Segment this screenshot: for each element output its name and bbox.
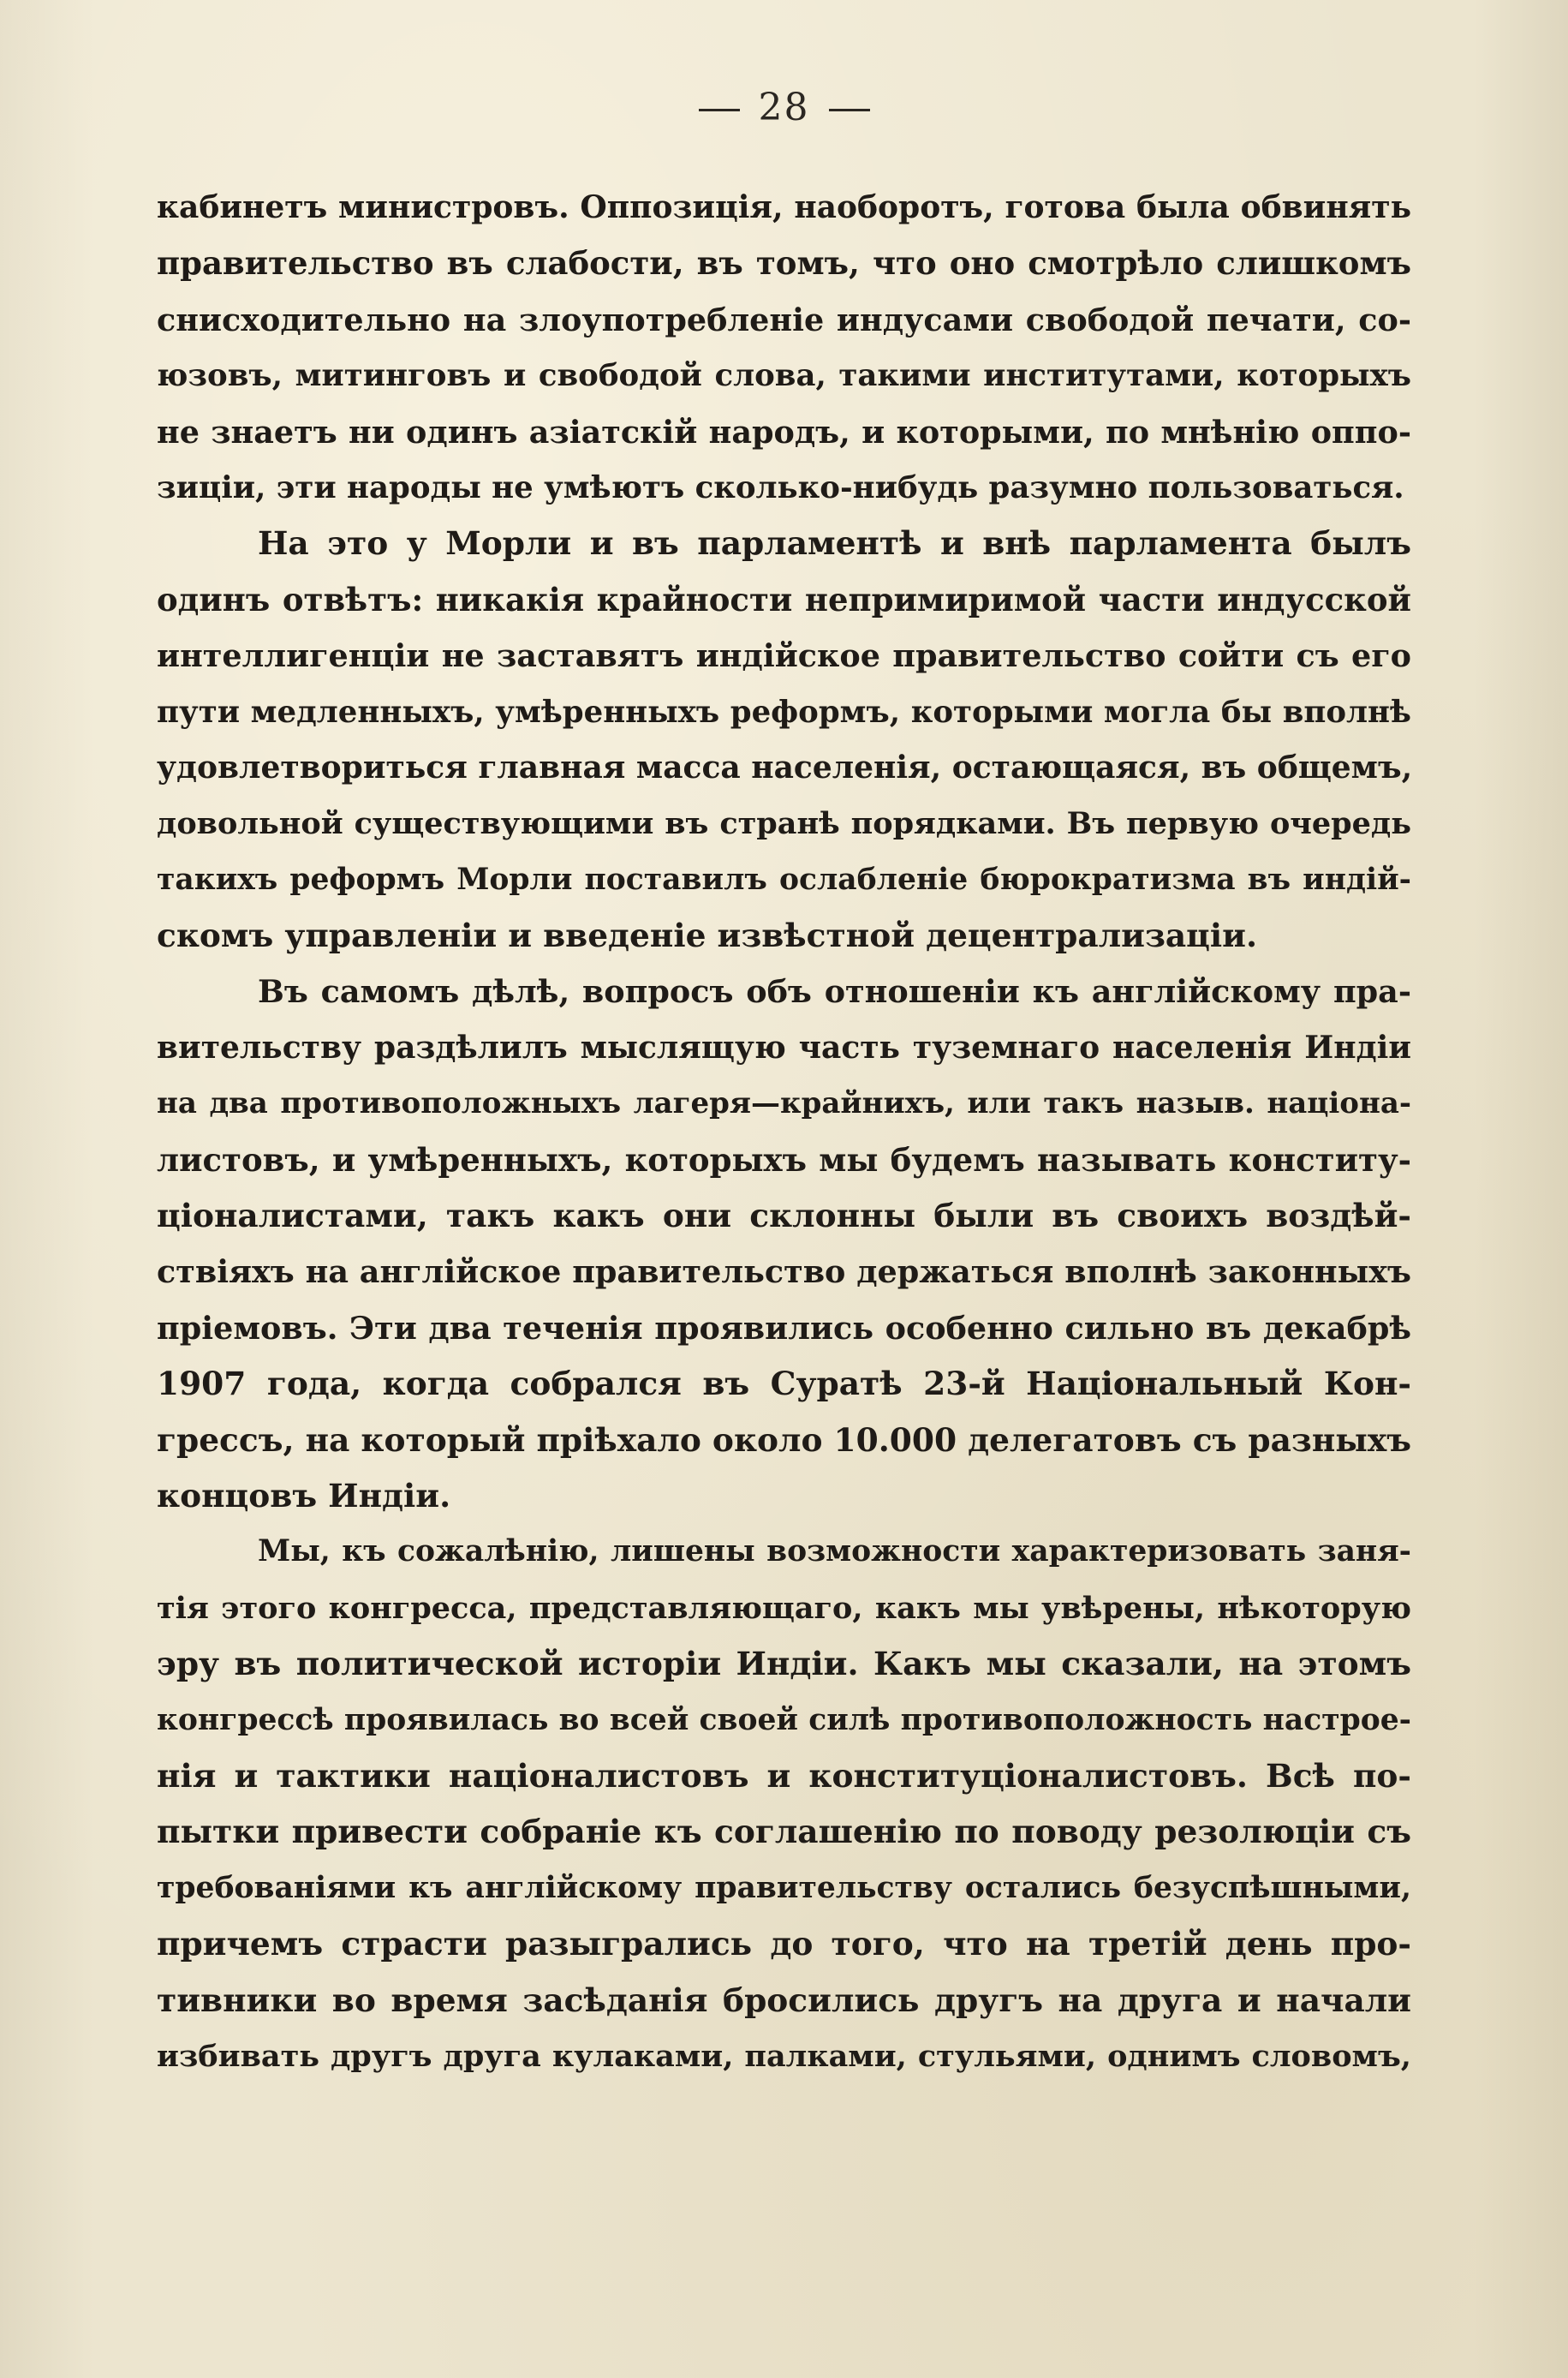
text-line: интеллигенціи не заставятъ индійское правительство сойти съ его: [157, 637, 1411, 675]
text-line: правительство въ слабости, въ томъ, что оно смотрѣло слишкомъ: [157, 244, 1411, 283]
text-line: концовъ Индіи.: [157, 1476, 451, 1515]
text-line: тія этого конгресса, представляющаго, какъ мы увѣрены, нѣкоторую: [157, 1590, 1411, 1626]
text-line: пути медленныхъ, умѣренныхъ реформъ, которыми могла бы вполнѣ: [157, 694, 1411, 730]
text-line: ціоналистами, такъ какъ они склонны были въ своихъ воздѣй-: [157, 1197, 1411, 1235]
text-line: на два противоположныхъ лагеря—крайнихъ, или такъ назыв. націона-: [157, 1086, 1411, 1121]
text-line: 1907 года, когда собрался въ Суратѣ 23-й Національный Кон-: [157, 1365, 1411, 1403]
text-line: одинъ отвѣтъ: никакія крайности непримиримой части индусской: [157, 580, 1411, 618]
text-line: требованіями къ англійскому правительству остались безуспѣшными,: [157, 1870, 1411, 1905]
text-line: не знаетъ ни одинъ азіатскій народъ, и которыми, по мнѣнію оппо-: [157, 413, 1411, 451]
text-line: тивники во время засѣданія бросились другъ на друга и начали: [157, 1981, 1411, 2019]
text-line: причемъ страсти разыгрались до того, что на третій день про-: [157, 1925, 1411, 1963]
dash-right: [829, 109, 870, 111]
page-number-header: [0, 86, 1568, 129]
text-line: грессъ, на который пріѣхало около 10.000 делегатовъ съ разныхъ: [157, 1420, 1411, 1459]
text-line: такихъ реформъ Морли поставилъ ослабленіе бюрократизма въ индій-: [157, 862, 1411, 897]
text-line: Въ самомъ дѣлѣ, вопросъ объ отношеніи къ англійскому пра-: [258, 973, 1411, 1011]
text-line: нія и тактики націоналистовъ и конституціоналистовъ. Всѣ по-: [157, 1756, 1411, 1795]
text-line: кабинетъ министровъ. Оппозиція, наоборотъ, готова была обвинять: [157, 189, 1411, 225]
text-line: конгрессѣ проявилась во всей своей силѣ противоположность настрое-: [157, 1702, 1411, 1737]
body-text: [157, 180, 1411, 2084]
text-line: довольной существующими въ странѣ порядками. Въ первую очередь: [157, 806, 1411, 842]
text-line: эру въ политической исторіи Индіи. Какъ мы сказали, на этомъ: [157, 1645, 1411, 1683]
text-line: пытки привести собраніе къ соглашенію по поводу резолюціи съ: [157, 1813, 1411, 1851]
text-line: вительству раздѣлилъ мыслящую часть туземнаго населенія Индіи: [157, 1029, 1411, 1066]
text-line: Мы, къ сожалѣнію, лишены возможности характеризовать заня-: [258, 1534, 1411, 1569]
text-line: снисходительно на злоупотребленіе индусами свободой печати, со-: [157, 301, 1411, 338]
text-line: пріемовъ. Эти два теченія проявились особенно сильно въ декабрѣ: [157, 1309, 1411, 1347]
text-line: скомъ управленіи и введеніе извѣстной децентрализаціи.: [157, 917, 1257, 955]
text-line: зиціи, эти народы не умѣютъ сколько-нибудь разумно пользоваться.: [157, 469, 1404, 505]
text-line: ствіяхъ на англійское правительство держаться вполнѣ законныхъ: [157, 1253, 1411, 1291]
page-number: 28: [758, 86, 810, 129]
text-line: На это у Морли и въ парламентѣ и внѣ парламента былъ: [258, 524, 1411, 563]
text-line: юзовъ, митинговъ и свободой слова, такими институтами, которыхъ: [157, 358, 1411, 394]
dash-left: [699, 109, 740, 111]
text-line: удовлетвориться главная масса населенія, остающаяся, въ общемъ,: [157, 749, 1413, 786]
text-line: избивать другъ друга кулаками, палками, стульями, однимъ словомъ,: [157, 2038, 1411, 2074]
text-line: листовъ, и умѣренныхъ, которыхъ мы будемъ называть конститу-: [157, 1140, 1411, 1179]
